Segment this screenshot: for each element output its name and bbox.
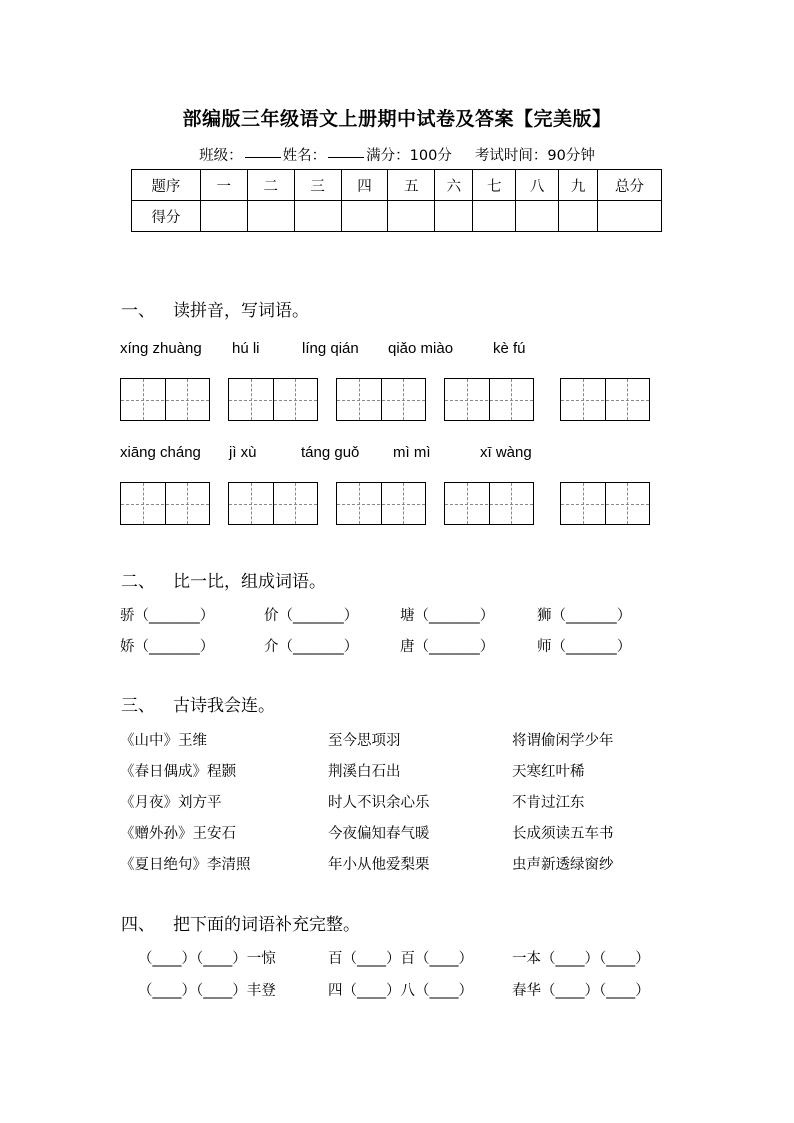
header-cell: 总分	[598, 170, 662, 201]
poem-line[interactable]: 虫声新透绿窗纱	[512, 857, 614, 873]
pinyin-word: hú li	[232, 340, 260, 357]
header-cell: 九	[559, 170, 598, 201]
pinyin-word: xíng zhuàng	[120, 340, 202, 357]
section-number: 四、	[121, 915, 155, 935]
writing-box[interactable]	[228, 378, 318, 421]
header-cell: 五	[388, 170, 435, 201]
poem-title[interactable]: 《月夜》刘方平	[120, 795, 222, 811]
poem-title[interactable]: 《山中》王维	[120, 733, 207, 749]
section-title: 比一比，组成词语。	[173, 572, 326, 592]
char-compare-item[interactable]: 价（_______）	[264, 608, 359, 624]
full-score: 满分：100分	[366, 148, 452, 164]
header-cell: 七	[473, 170, 516, 201]
section-title: 古诗我会连。	[173, 696, 275, 716]
idiom-fill-item[interactable]: 百（____）百（____）	[328, 951, 473, 967]
writing-box[interactable]	[560, 378, 650, 421]
section-number: 一、	[121, 301, 155, 321]
char-compare-item[interactable]: 师（_______）	[537, 639, 632, 655]
header-cell: 题序	[132, 170, 201, 201]
poem-title[interactable]: 《赠外孙》王安石	[120, 826, 236, 842]
poem-line[interactable]: 天寒红叶稀	[512, 764, 585, 780]
pinyin-word: kè fú	[493, 340, 526, 357]
section-4-heading	[121, 910, 360, 935]
section-1-heading	[121, 296, 309, 321]
writing-box[interactable]	[560, 482, 650, 525]
header-cell: 六	[435, 170, 473, 201]
name-label: 姓名：	[282, 148, 327, 164]
class-blank[interactable]	[245, 156, 281, 158]
idiom-fill-item[interactable]: 四（____）八（____）	[328, 983, 473, 999]
writing-box[interactable]	[444, 378, 534, 421]
pinyin-word: xī wàng	[480, 444, 532, 461]
idiom-fill-item[interactable]: （____）（____）一惊	[138, 951, 276, 967]
poem-line[interactable]: 将谓偷闲学少年	[512, 733, 614, 749]
score-row-label: 得分	[132, 201, 201, 232]
section-number: 二、	[121, 572, 155, 592]
score-table-score-row	[132, 201, 662, 232]
writing-box[interactable]	[228, 482, 318, 525]
poem-title[interactable]: 《夏日绝句》李清照	[120, 857, 251, 873]
pinyin-word: mì mì	[393, 444, 431, 461]
writing-box[interactable]	[444, 482, 534, 525]
score-cell[interactable]	[435, 201, 473, 232]
writing-box[interactable]	[120, 378, 210, 421]
score-table-header-row	[132, 170, 662, 201]
pinyin-word: líng qián	[302, 340, 359, 357]
poem-line[interactable]: 时人不识余心乐	[328, 795, 430, 811]
char-compare-item[interactable]: 唐（_______）	[400, 639, 495, 655]
poem-line[interactable]: 长成须读五车书	[512, 826, 614, 842]
pinyin-word: xiāng cháng	[120, 444, 201, 461]
char-compare-item[interactable]: 狮（_______）	[537, 608, 632, 624]
name-blank[interactable]	[328, 156, 364, 158]
score-cell[interactable]	[473, 201, 516, 232]
exam-time: 考试时间：90分钟	[474, 148, 595, 164]
score-cell[interactable]	[294, 201, 341, 232]
poem-line[interactable]: 不肯过江东	[512, 795, 585, 811]
poem-line[interactable]: 至今思项羽	[328, 733, 401, 749]
page-title: 部编版三年级语文上册期中试卷及答案【完美版】	[182, 108, 612, 130]
section-number: 三、	[121, 696, 155, 716]
section-2-heading	[121, 567, 326, 592]
header-cell: 一	[200, 170, 247, 201]
poem-line[interactable]: 今夜偏知春气暖	[328, 826, 430, 842]
section-title: 读拼音，写词语。	[173, 301, 309, 321]
char-compare-item[interactable]: 骄（_______）	[120, 608, 215, 624]
class-label: 班级：	[199, 148, 243, 164]
score-cell[interactable]	[200, 201, 247, 232]
idiom-fill-item[interactable]: 春华（____）（____）	[512, 983, 650, 999]
char-compare-item[interactable]: 介（_______）	[264, 639, 359, 655]
idiom-fill-item[interactable]: （____）（____）丰登	[138, 983, 276, 999]
header-cell: 四	[341, 170, 388, 201]
idiom-fill-item[interactable]: 一本（____）（____）	[512, 951, 650, 967]
header-cell: 三	[294, 170, 341, 201]
poem-title[interactable]: 《春日偶成》程颢	[120, 764, 236, 780]
writing-box[interactable]	[336, 378, 426, 421]
poem-line[interactable]: 年小从他爱梨栗	[328, 857, 430, 873]
char-compare-item[interactable]: 娇（_______）	[120, 639, 215, 655]
section-title: 把下面的词语补充完整。	[173, 915, 360, 935]
pinyin-word: qiǎo miào	[388, 340, 454, 357]
section-3-heading	[121, 691, 275, 716]
char-compare-item[interactable]: 塘（_______）	[400, 608, 495, 624]
writing-box[interactable]	[120, 482, 210, 525]
score-cell[interactable]	[341, 201, 388, 232]
pinyin-word: jì xù	[229, 444, 257, 461]
score-cell[interactable]	[388, 201, 435, 232]
score-cell[interactable]	[559, 201, 598, 232]
pinyin-word: táng guǒ	[301, 444, 360, 461]
header-cell: 二	[247, 170, 294, 201]
header-cell: 八	[516, 170, 559, 201]
score-cell[interactable]	[516, 201, 559, 232]
score-cell[interactable]	[598, 201, 662, 232]
score-table	[131, 169, 662, 232]
poem-line[interactable]: 荆溪白石出	[328, 764, 401, 780]
writing-box[interactable]	[336, 482, 426, 525]
exam-info	[0, 144, 794, 165]
score-cell[interactable]	[247, 201, 294, 232]
